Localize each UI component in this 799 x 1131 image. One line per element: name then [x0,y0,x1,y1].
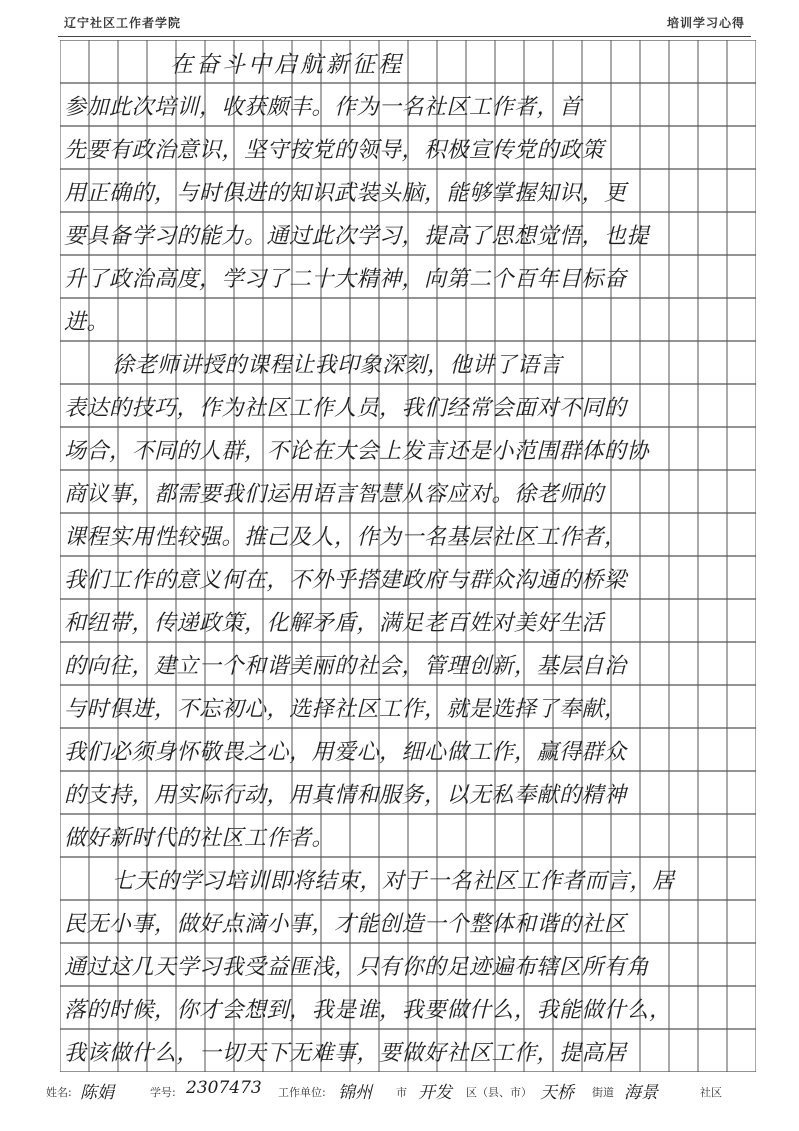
student-id-label: 学号: [150,1086,176,1099]
essay-line: 民无小事，做好点滴小事，才能创造一个整体和谐的社区 [64,912,627,937]
street-label: 街道 [592,1086,614,1099]
street-value: 天桥 [540,1083,574,1103]
name-value: 陈娟 [80,1083,114,1103]
essay-line: 表达的技巧，作为社区工作人员，我们经常会面对不同的 [64,396,627,421]
essay-line: 与时俱进，不忘初心，选择社区工作，就是选择了奉献， [64,697,627,722]
student-id-value: 2307473 [186,1078,262,1098]
essay-line: 我该做什么，一切天下无难事，要做好社区工作，提高居 [64,1041,627,1066]
header-academy-name: 辽宁社区工作者学院 [64,16,182,30]
signature-footer [46,1076,766,1104]
essay-line: 升了政治高度，学习了二十大精神，向第二个百年目标奋 [64,267,627,292]
essay-line: 徐老师讲授的课程让我印象深刻，他讲了语言 [112,353,563,378]
work-unit-label: 工作单位: [278,1086,326,1099]
essay-line: 做好新时代的社区工作者。 [64,826,335,851]
essay-line: 场合，不同的人群，不论在大会上发言还是小范围群体的协 [64,439,650,464]
essay-line: 和纽带，传递政策，化解矛盾，满足老百姓对美好生活 [64,611,605,636]
essay-line: 要具备学习的能力。通过此次学习，提高了思想觉悟，也提 [64,224,650,249]
essay-line: 落的时候，你才会想到，我是谁，我要做什么，我能做什么， [64,998,672,1023]
city-value: 锦州 [338,1083,372,1103]
district-label: 区（县、市） [466,1086,532,1099]
header-rule [58,36,751,37]
essay-line: 用正确的，与时俱进的知识武装头脑，能够掌握知识，更 [64,181,627,206]
district-value: 开发 [418,1083,452,1103]
essay-line: 先要有政治意识，坚守按党的领导，积极宣传党的政策 [64,138,605,163]
essay-title: 在奋斗中启航新征程 [170,52,404,78]
essay-line: 的支持，用实际行动，用真情和服务，以无私奉献的精神 [64,783,627,808]
city-label: 市 [396,1086,407,1099]
essay-line: 参加此次培训，收获颇丰。作为一名社区工作者，首 [64,95,582,120]
community-label: 社区 [700,1086,722,1099]
essay-line: 七天的学习培训即将结束，对于一名社区工作者而言，居 [112,869,675,894]
header-document-type: 培训学习心得 [666,16,745,30]
name-label: 姓名: [46,1086,72,1099]
essay-line: 课程实用性较强。推己及人，作为一名基层社区工作者， [64,525,627,550]
essay-line: 我们必须身怀敬畏之心，用爱心，细心做工作，赢得群众 [64,740,627,765]
essay-line: 的向往，建立一个和谐美丽的社会，管理创新，基层自治 [64,654,627,679]
community-value: 海景 [624,1083,658,1103]
essay-line: 我们工作的意义何在，不外乎搭建政府与群众沟通的桥梁 [64,568,627,593]
essay-line: 进。 [64,310,110,335]
essay-line: 商议事，都需要我们运用语言智慧从容应对。徐老师的 [64,482,605,507]
essay-line: 通过这几天学习我受益匪浅，只有你的足迹遍布辖区所有角 [64,955,650,980]
